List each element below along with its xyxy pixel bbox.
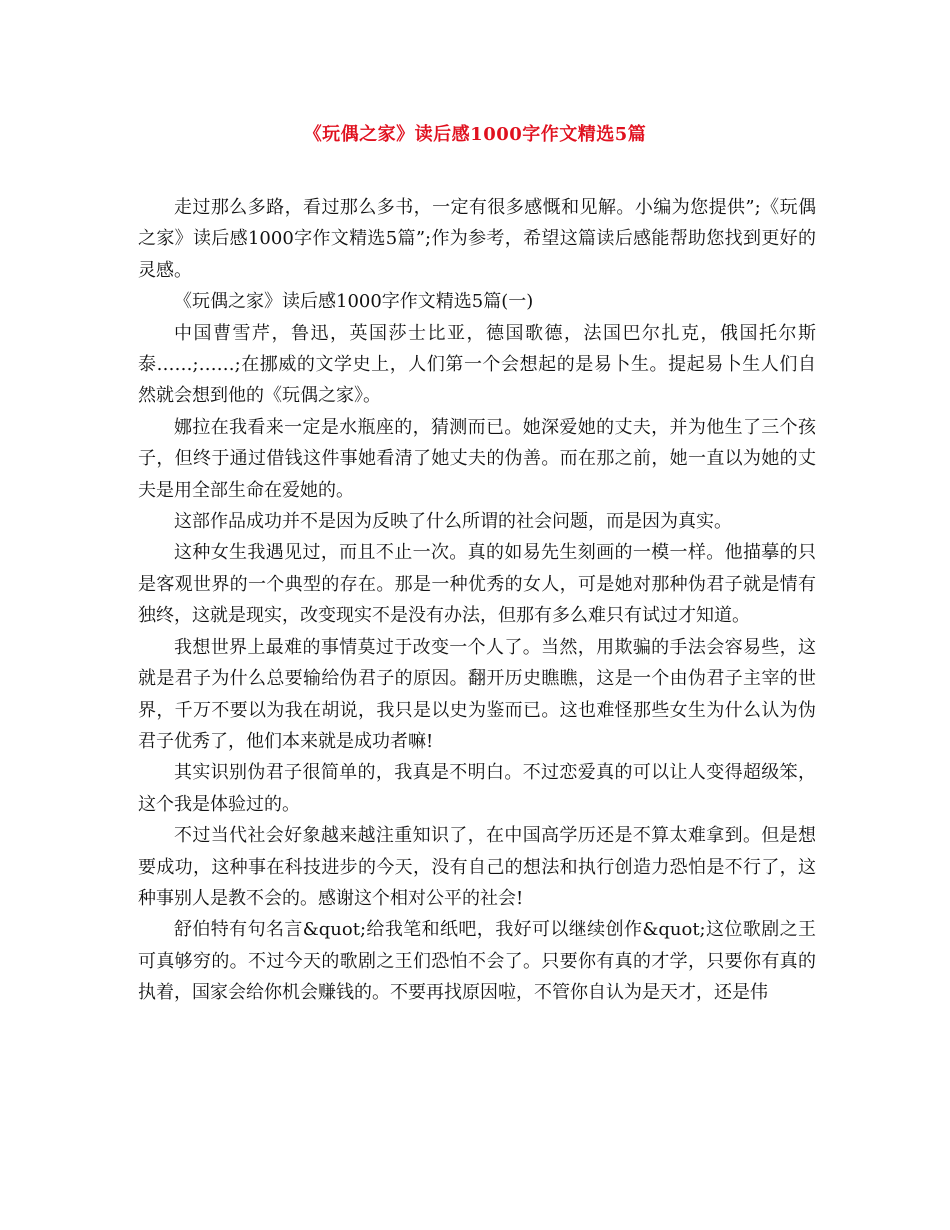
paragraph: 不过当代社会好象越来越注重知识了，在中国高学历还是不算太难拿到。但是想要成功，这种事在科技进步的今天，没有自己的想法和执行创造力恐怕是不行了，这种事别人是教不会的。感谢这个相对公平的社会!	[138, 825, 816, 909]
paragraph: 这部作品成功并不是因为反映了什么所谓的社会问题，而是因为真实。	[174, 511, 732, 533]
paragraph: 这种女生我遇见过，而且不止一次。真的如易先生刻画的一模一样。他描摹的只是客观世界的一个典型的存在。那是一种优秀的女人，可是她对那种伪君子就是情有独终，这就是现实，改变现实不是没有办法，但那有多么难只有试过才知道。	[138, 542, 816, 627]
paragraph: 中国曹雪芹，鲁迅，英国莎士比亚，德国歌德，法国巴尔扎克，俄国托尔斯泰……;……;在挪威的文学史上，人们第一个会想起的是易卜生。提起易卜生人们自然就会想到他的《玩偶之家》。	[138, 322, 816, 407]
section-heading: 《玩偶之家》读后感1000字作文精选5篇(一)	[174, 291, 534, 313]
paragraph: 我想世界上最难的事情莫过于改变一个人了。当然，用欺骗的手法会容易些，这就是君子为什么总要输给伪君子的原因。翻开历史瞧瞧，这是一个由伪君子主宰的世界，千万不要以为我在胡说，我只是以史为鉴而已。这也难怪那些女生为什么认为伪君子优秀了，他们本来就是成功者嘛!	[138, 636, 816, 752]
paragraph: 舒伯特有句名言&quot;给我笔和纸吧，我好可以继续创作&quot;这位歌剧之王可真够穷的。不过今天的歌剧之王们恐怕不会了。只要你有真的才学，只要你有真的执着，国家会给你机会赚钱的。不要再找原因啦，不管你自认为是天才，还是伟	[138, 919, 816, 1004]
paragraph-intro: 走过那么多路，看过那么多书，一定有很多感慨和见解。小编为您提供”;《玩偶之家》读后感1000字作文精选5篇”;作为参考，希望这篇读后感能帮助您找到更好的灵感。	[138, 197, 816, 281]
document-body	[138, 192, 816, 1009]
paragraph: 娜拉在我看来一定是水瓶座的，猜测而已。她深爱她的丈夫，并为他生了三个孩子，但终于通过借钱这件事她看清了她丈夫的伪善。而在那之前，她一直以为她的丈夫是用全部生命在爱她的。	[138, 416, 816, 501]
paragraph: 其实识别伪君子很简单的，我真是不明白。不过恋爱真的可以让人变得超级笨，这个我是体验过的。	[138, 762, 816, 815]
document-title: 《玩偶之家》读后感1000字作文精选5篇	[303, 124, 647, 145]
